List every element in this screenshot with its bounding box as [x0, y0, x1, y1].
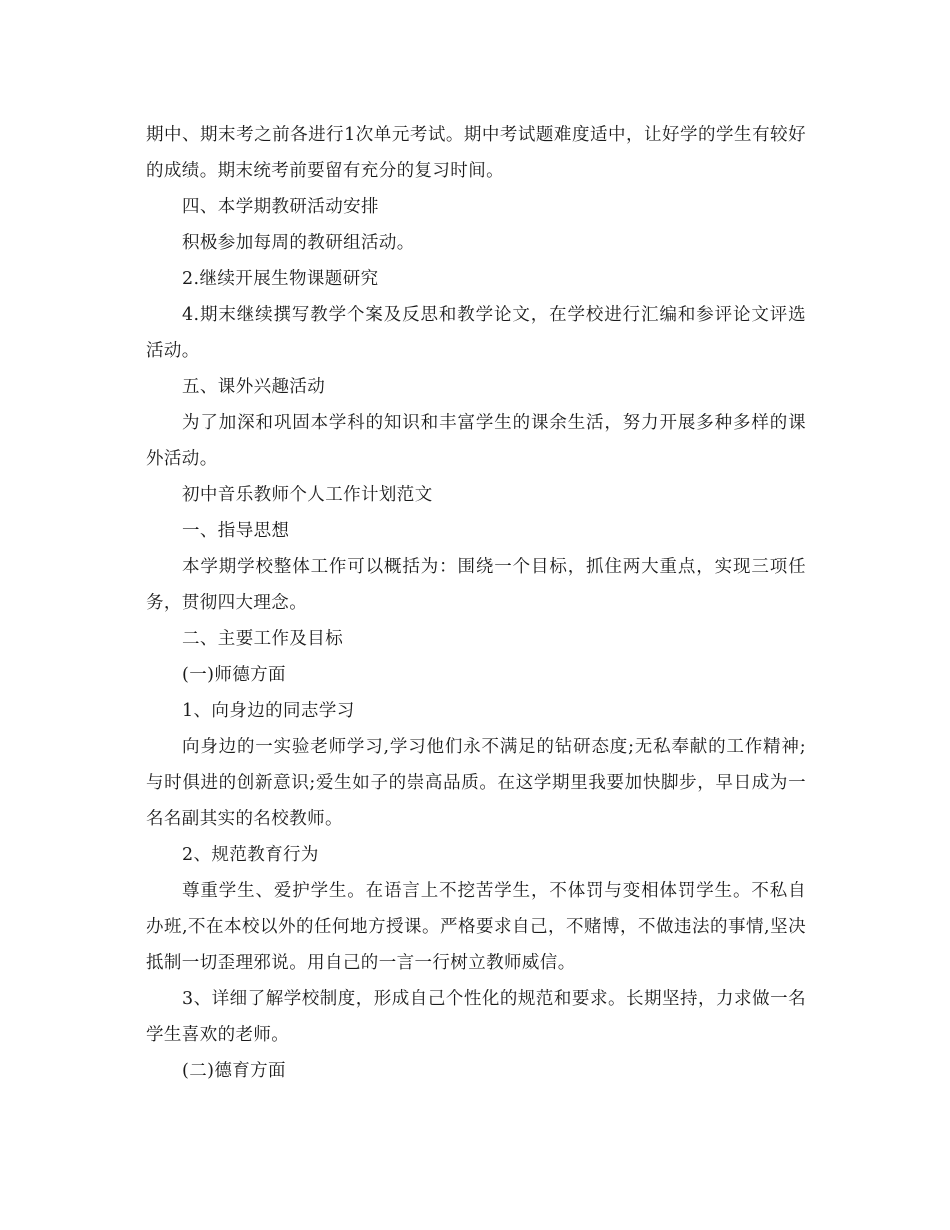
paragraph-7: 为了加深和巩固本学科的知识和丰富学生的课余生活，努力开展多种多样的课外活动。 — [146, 413, 806, 469]
paragraph-2: 四、本学期教研活动安排 — [182, 197, 379, 217]
paragraph-5: 4.期末继续撰写教学个案及反思和教学论文，在学校进行汇编和参评论文评选活动。 — [146, 305, 806, 361]
document-body — [146, 117, 806, 1089]
paragraph-3: 积极参加每周的教研组活动。 — [182, 233, 415, 253]
paragraph-4: 2.继续开展生物课题研究 — [182, 269, 379, 289]
paragraph-14: 向身边的一实验老师学习,学习他们永不满足的钻研态度;无私奉献的工作精神;与时俱进的创新意识;爱生如子的崇高品质。在这学期里我要加快脚步，早日成为一名名副其实的名校教师。 — [146, 737, 806, 829]
paragraph-12: (一)师德方面 — [182, 665, 286, 685]
paragraph-16: 尊重学生、爱护学生。在语言上不挖苦学生，不体罚与变相体罚学生。不私自办班,不在本校以外的任何地方授课。严格要求自己，不赌博，不做违法的事情,坚决抵制一切歪理邪说。用自己的一言一行树立教师威信。 — [146, 881, 806, 973]
paragraph-13: 1、向身边的同志学习 — [182, 701, 355, 721]
paragraph-1: 期中、期末考之前各进行1次单元考试。期中考试题难度适中，让好学的学生有较好的成绩。期末统考前要留有充分的复习时间。 — [146, 125, 806, 181]
paragraph-10: 本学期学校整体工作可以概括为：围绕一个目标，抓住两大重点，实现三项任务，贯彻四大理念。 — [146, 557, 806, 613]
paragraph-8: 初中音乐教师个人工作计划范文 — [182, 485, 433, 505]
paragraph-9: 一、指导思想 — [182, 521, 290, 541]
paragraph-17: 3、详细了解学校制度，形成自己个性化的规范和要求。长期坚持，力求做一名学生喜欢的老师。 — [146, 989, 806, 1045]
paragraph-11: 二、主要工作及目标 — [182, 629, 344, 649]
paragraph-18: (二)德育方面 — [182, 1061, 286, 1081]
paragraph-15: 2、规范教育行为 — [182, 845, 319, 865]
paragraph-6: 五、课外兴趣活动 — [182, 377, 326, 397]
